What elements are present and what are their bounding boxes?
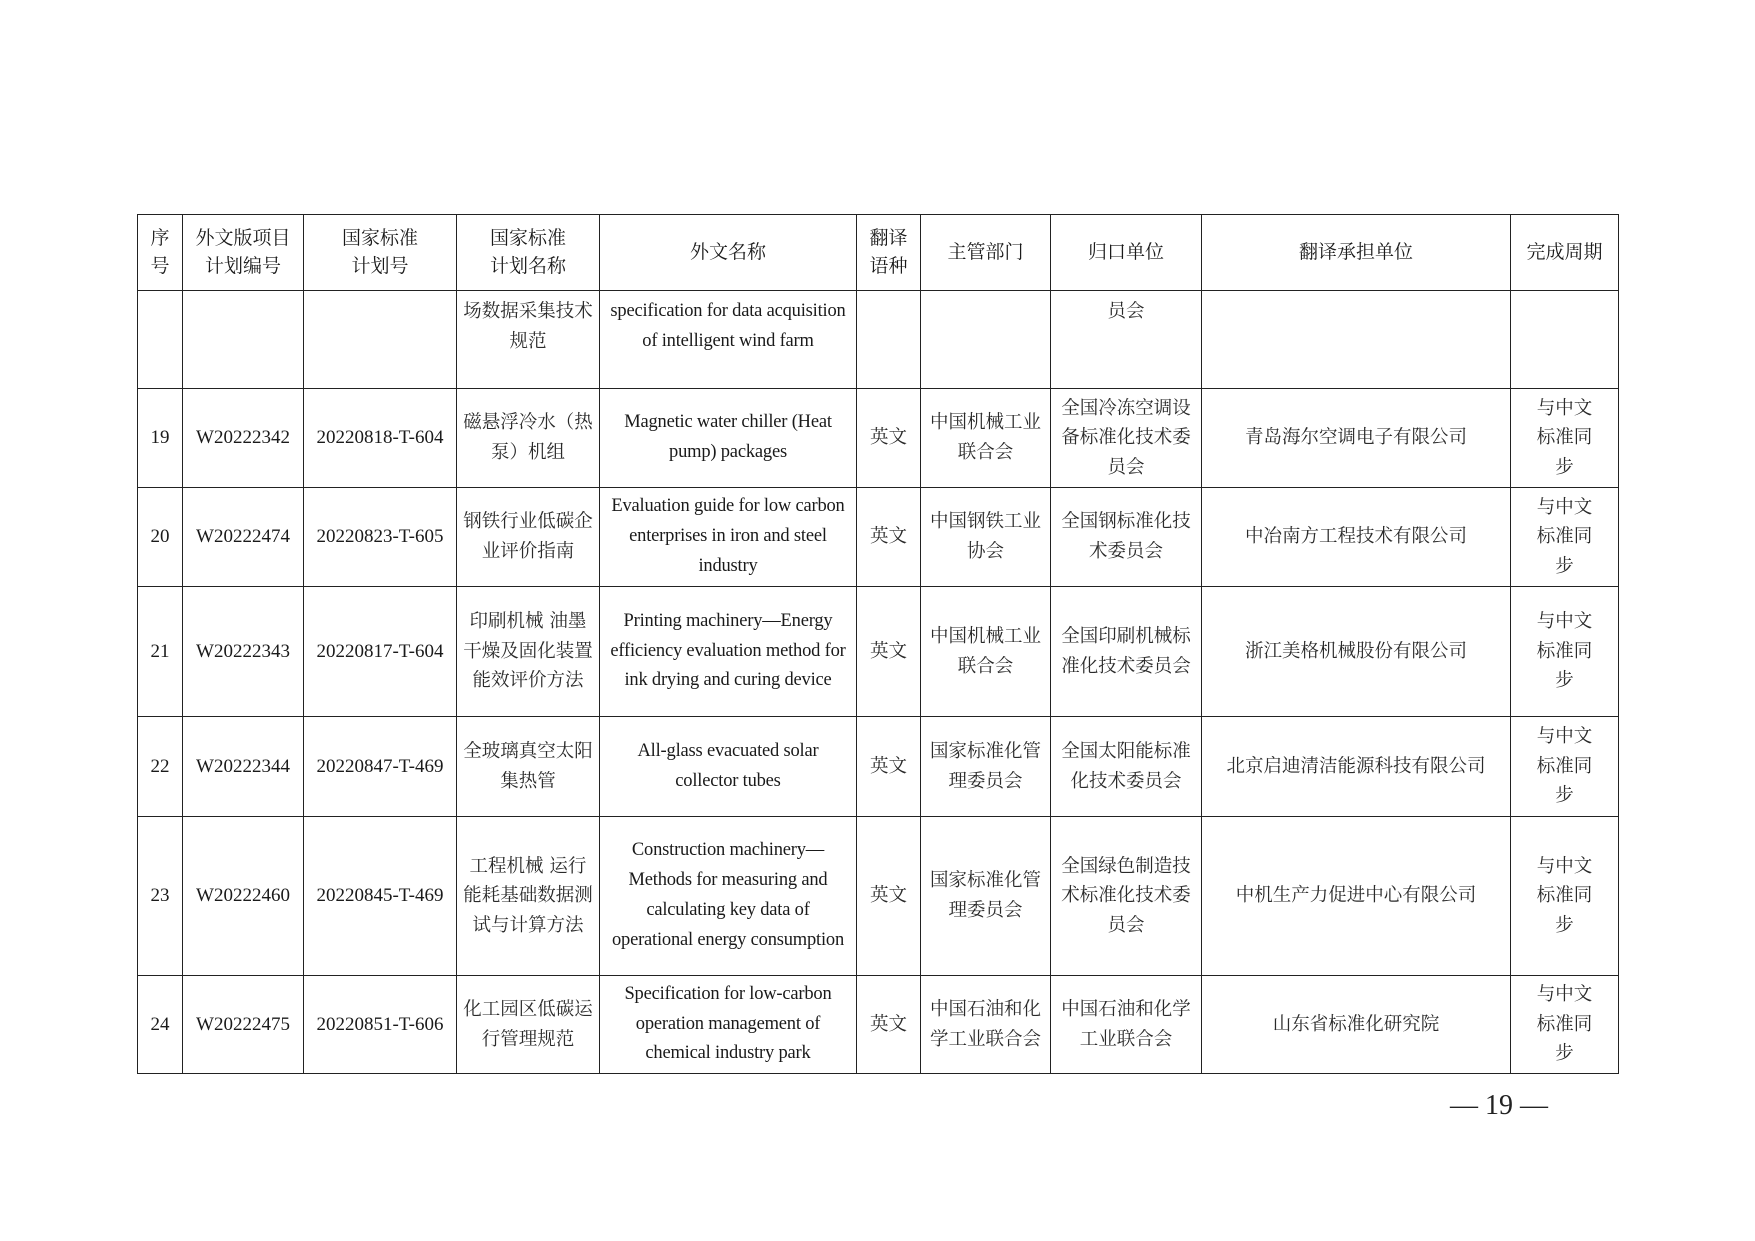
cell-dept bbox=[921, 291, 1051, 389]
header-national-name: 国家标准计划名称 bbox=[457, 215, 600, 291]
cell-seq: 21 bbox=[138, 587, 183, 717]
cell-foreign-plan-no: W20222475 bbox=[183, 976, 304, 1074]
cell-translator bbox=[1202, 291, 1511, 389]
cell-tc: 全国印刷机械标准化技术委员会 bbox=[1051, 587, 1202, 717]
table-row-continuation bbox=[138, 291, 1619, 389]
cell-cycle: 与中文标准同步 bbox=[1511, 587, 1619, 717]
cell-foreign-plan-no: W20222343 bbox=[183, 587, 304, 717]
cell-cycle: 与中文标准同步 bbox=[1511, 817, 1619, 976]
cell-tc: 全国冷冻空调设备标准化技术委员会 bbox=[1051, 389, 1202, 488]
cell-tc: 员会 bbox=[1051, 291, 1202, 389]
cell-language: 英文 bbox=[857, 817, 921, 976]
cell-foreign-plan-no bbox=[183, 291, 304, 389]
cell-foreign-plan-no: W20222474 bbox=[183, 488, 304, 587]
cell-dept: 国家标准化管理委员会 bbox=[921, 717, 1051, 817]
cell-national-plan-no: 20220818-T-604 bbox=[304, 389, 457, 488]
header-foreign-plan-no: 外文版项目计划编号 bbox=[183, 215, 304, 291]
cell-foreign-name: specification for data acquisition of intelligent wind farm bbox=[600, 291, 857, 389]
cell-foreign-name: Magnetic water chiller (Heat pump) packages bbox=[600, 389, 857, 488]
header-language: 翻译语种 bbox=[857, 215, 921, 291]
cell-translator: 青岛海尔空调电子有限公司 bbox=[1202, 389, 1511, 488]
cell-national-plan-no: 20220845-T-469 bbox=[304, 817, 457, 976]
cell-translator: 中冶南方工程技术有限公司 bbox=[1202, 488, 1511, 587]
cell-translator: 山东省标准化研究院 bbox=[1202, 976, 1511, 1074]
table-row-22 bbox=[138, 717, 1619, 817]
cell-translator: 北京启迪清洁能源科技有限公司 bbox=[1202, 717, 1511, 817]
table-row-20 bbox=[138, 488, 1619, 587]
cell-cycle: 与中文标准同步 bbox=[1511, 976, 1619, 1074]
cell-seq: 22 bbox=[138, 717, 183, 817]
cell-national-name: 工程机械 运行能耗基础数据测试与计算方法 bbox=[457, 817, 600, 976]
table-row-23 bbox=[138, 817, 1619, 976]
cell-dept: 中国钢铁工业协会 bbox=[921, 488, 1051, 587]
cell-dept: 中国机械工业联合会 bbox=[921, 587, 1051, 717]
table-row-19 bbox=[138, 389, 1619, 488]
header-national-plan-no: 国家标准计划号 bbox=[304, 215, 457, 291]
cell-national-name: 磁悬浮冷水（热泵）机组 bbox=[457, 389, 600, 488]
cell-foreign-name: Specification for low-carbon operation management of chemical industry park bbox=[600, 976, 857, 1074]
cell-national-plan-no: 20220817-T-604 bbox=[304, 587, 457, 717]
header-cycle: 完成周期 bbox=[1511, 215, 1619, 291]
cell-national-plan-no bbox=[304, 291, 457, 389]
cell-seq bbox=[138, 291, 183, 389]
cell-tc: 全国钢标准化技术委员会 bbox=[1051, 488, 1202, 587]
table-row-24 bbox=[138, 976, 1619, 1074]
cell-tc: 中国石油和化学工业联合会 bbox=[1051, 976, 1202, 1074]
header-foreign-name: 外文名称 bbox=[600, 215, 857, 291]
cell-foreign-name: Evaluation guide for low carbon enterprises in iron and steel industry bbox=[600, 488, 857, 587]
cell-seq: 20 bbox=[138, 488, 183, 587]
cell-language: 英文 bbox=[857, 389, 921, 488]
cell-national-name: 场数据采集技术规范 bbox=[457, 291, 600, 389]
cell-seq: 24 bbox=[138, 976, 183, 1074]
cell-seq: 19 bbox=[138, 389, 183, 488]
cell-national-name: 钢铁行业低碳企业评价指南 bbox=[457, 488, 600, 587]
cell-dept: 中国石油和化学工业联合会 bbox=[921, 976, 1051, 1074]
cell-tc: 全国太阳能标准化技术委员会 bbox=[1051, 717, 1202, 817]
header-tc: 归口单位 bbox=[1051, 215, 1202, 291]
cell-foreign-plan-no: W20222342 bbox=[183, 389, 304, 488]
cell-cycle: 与中文标准同步 bbox=[1511, 488, 1619, 587]
header-seq: 序号 bbox=[138, 215, 183, 291]
cell-cycle: 与中文标准同步 bbox=[1511, 717, 1619, 817]
cell-cycle: 与中文标准同步 bbox=[1511, 389, 1619, 488]
header-translator: 翻译承担单位 bbox=[1202, 215, 1511, 291]
cell-seq: 23 bbox=[138, 817, 183, 976]
cell-language bbox=[857, 291, 921, 389]
cell-foreign-plan-no: W20222344 bbox=[183, 717, 304, 817]
cell-national-plan-no: 20220823-T-605 bbox=[304, 488, 457, 587]
cell-dept: 国家标准化管理委员会 bbox=[921, 817, 1051, 976]
cell-national-name: 印刷机械 油墨干燥及固化装置能效评价方法 bbox=[457, 587, 600, 717]
cell-foreign-plan-no: W20222460 bbox=[183, 817, 304, 976]
cell-foreign-name: Construction machinery—Methods for measuring and calculating key data of operational energy consumption bbox=[600, 817, 857, 976]
cell-language: 英文 bbox=[857, 717, 921, 817]
cell-dept: 中国机械工业联合会 bbox=[921, 389, 1051, 488]
standards-plan-table bbox=[137, 214, 1619, 1074]
cell-foreign-name: Printing machinery—Energy efficiency evaluation method for ink drying and curing device bbox=[600, 587, 857, 717]
cell-national-plan-no: 20220851-T-606 bbox=[304, 976, 457, 1074]
header-row bbox=[138, 215, 1619, 291]
cell-translator: 浙江美格机械股份有限公司 bbox=[1202, 587, 1511, 717]
cell-language: 英文 bbox=[857, 976, 921, 1074]
cell-cycle bbox=[1511, 291, 1619, 389]
cell-national-name: 化工园区低碳运行管理规范 bbox=[457, 976, 600, 1074]
table-row-21 bbox=[138, 587, 1619, 717]
cell-national-plan-no: 20220847-T-469 bbox=[304, 717, 457, 817]
header-dept: 主管部门 bbox=[921, 215, 1051, 291]
cell-language: 英文 bbox=[857, 488, 921, 587]
cell-foreign-name: All-glass evacuated solar collector tubes bbox=[600, 717, 857, 817]
cell-translator: 中机生产力促进中心有限公司 bbox=[1202, 817, 1511, 976]
cell-language: 英文 bbox=[857, 587, 921, 717]
cell-national-name: 全玻璃真空太阳集热管 bbox=[457, 717, 600, 817]
cell-tc: 全国绿色制造技术标准化技术委员会 bbox=[1051, 817, 1202, 976]
page-number: — 19 — bbox=[1450, 1090, 1548, 1121]
